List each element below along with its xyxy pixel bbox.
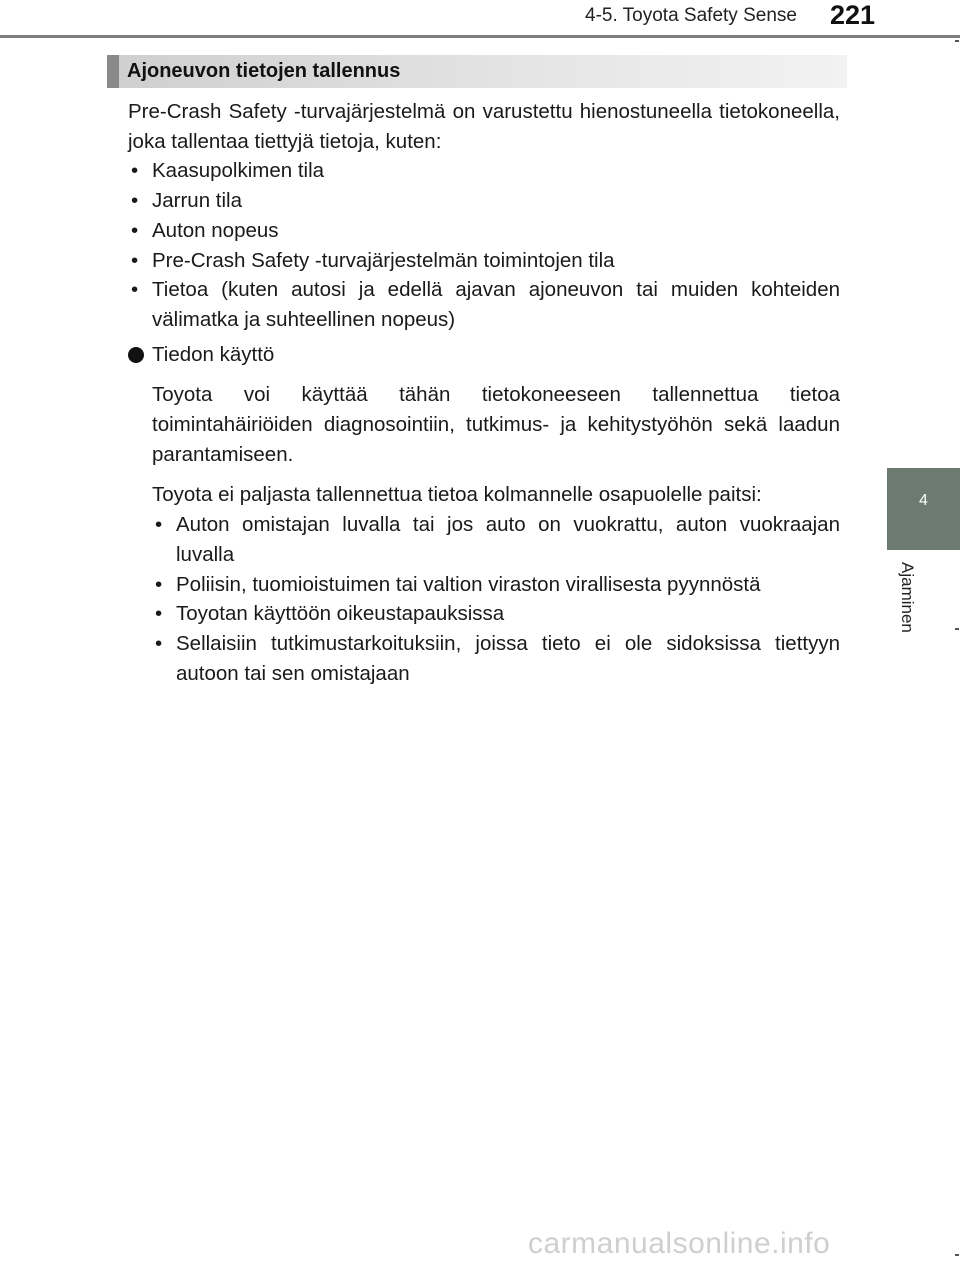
usage-paragraph-2: Toyota ei paljasta tallennettua tietoa kolmannelle osapuolelle paitsi: — [152, 483, 762, 507]
bullet-icon: • — [155, 572, 163, 596]
list-item: • Jarrun tila — [128, 186, 840, 216]
page-number: 221 — [830, 0, 876, 30]
exceptions-list — [152, 510, 840, 688]
crop-mark — [955, 1254, 959, 1256]
intro-paragraph: Pre-Crash Safety -turvajärjestelmä on varustettu hienostuneella tietokoneella, joka tallentaa tiettyjä tietoja, kuten: — [128, 100, 840, 153]
chapter-tab — [887, 468, 960, 550]
usage-heading-row — [128, 340, 840, 370]
bullet-icon: • — [155, 602, 163, 626]
list-item: • Auton omistajan luvalla tai jos auto on vuokrattu, auton vuokraajan luvalla — [152, 510, 840, 569]
list-item: • Poliisin, tuomioistuimen tai valtion viraston virallisesta pyynnöstä — [152, 570, 840, 600]
list-item: • Sellaisiin tutkimustarkoituksiin, joissa tieto ei ole sidoksissa tiettyyn autoon tai sen omistajaan — [152, 629, 840, 688]
bullet-icon: • — [155, 631, 163, 655]
bullet-icon: • — [131, 248, 139, 272]
watermark: carmanualsonline.info — [528, 1227, 831, 1260]
crop-mark — [955, 628, 959, 630]
filled-circle-icon — [128, 347, 144, 363]
list-item: • Toyotan käyttöön oikeustapauksissa — [152, 599, 840, 629]
section-title: Ajoneuvon tietojen tallennus — [127, 60, 401, 82]
usage-paragraph-1: Toyota voi käyttää tähän tietokoneeseen tallennettua tietoa toimintahäiriöiden diagnosointiin, tutkimus- ja kehitystyöhön sekä laadun parantamiseen. — [152, 383, 840, 466]
list-item: • Pre-Crash Safety -turvajärjestelmän toimintojen tila — [128, 246, 840, 276]
bullet-icon: • — [131, 189, 139, 213]
list-item: • Kaasupolkimen tila — [128, 156, 840, 186]
usage-heading: Tiedon käyttö — [152, 342, 275, 366]
list-item: • Auton nopeus — [128, 216, 840, 246]
bullet-icon: • — [155, 513, 163, 537]
main-content — [128, 97, 840, 688]
recorded-items-list — [128, 156, 840, 334]
bullet-icon: • — [131, 159, 139, 183]
header-divider — [0, 35, 960, 38]
running-header-title: 4-5. Toyota Safety Sense — [585, 5, 797, 26]
list-item: • Tietoa (kuten autosi ja edellä ajavan ajoneuvon tai muiden kohteiden välimatka ja suhteellinen nopeus) — [128, 275, 840, 334]
crop-mark — [955, 40, 959, 42]
section-title-bar — [107, 55, 847, 88]
chapter-label: Ajaminen — [898, 562, 917, 633]
chapter-number: 4 — [919, 492, 928, 509]
bullet-icon: • — [131, 278, 139, 302]
usage-section — [152, 380, 840, 688]
bullet-icon: • — [131, 218, 139, 242]
